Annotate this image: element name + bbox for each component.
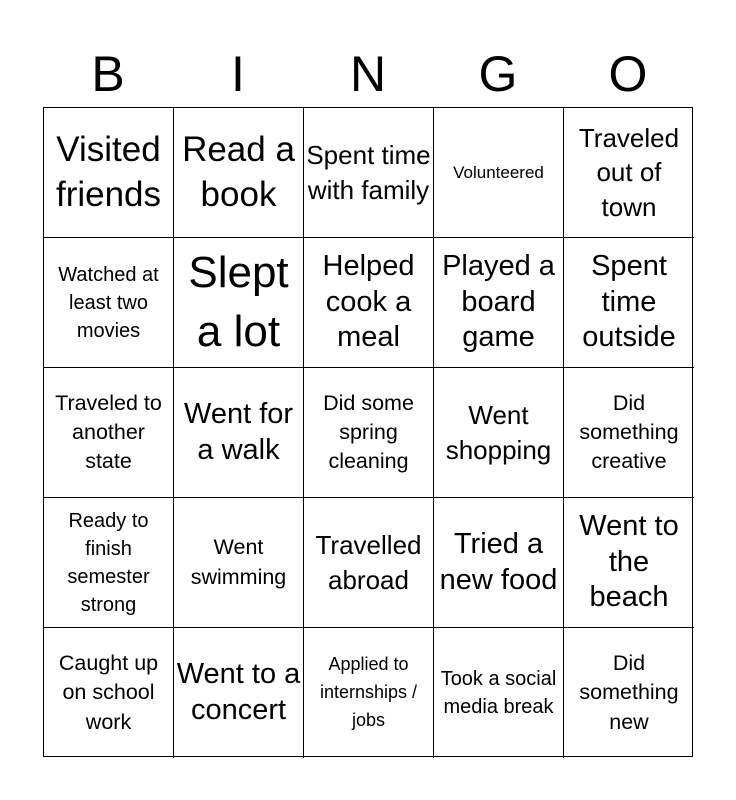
cell-text: Did something creative: [579, 390, 679, 474]
bingo-cell[interactable]: [434, 238, 564, 368]
cell-text: Tried a new food: [439, 527, 558, 596]
bingo-cell[interactable]: [174, 238, 304, 368]
bingo-cell[interactable]: [434, 498, 564, 628]
bingo-header: [43, 40, 693, 108]
bingo-cell[interactable]: [564, 498, 694, 628]
bingo-grid: [43, 107, 693, 757]
bingo-cell[interactable]: [304, 238, 434, 368]
cell-text: Went swimming: [190, 535, 287, 589]
cell-text: Volunteered: [453, 162, 544, 182]
cell-text: Played a board game: [442, 250, 555, 354]
cell-text: Ready to finish semester strong: [67, 509, 150, 616]
bingo-cell[interactable]: [434, 628, 564, 758]
bingo-cell[interactable]: [44, 238, 174, 368]
bingo-cell[interactable]: [564, 108, 694, 238]
cell-text: Traveled out of town: [578, 122, 680, 222]
cell-text: Visited friends: [55, 130, 162, 214]
cell-text: Traveled to another state: [55, 390, 162, 474]
header-letter-g: G: [478, 46, 518, 102]
cell-text: Spent time outside: [582, 250, 676, 354]
bingo-cell[interactable]: [564, 628, 694, 758]
header-letter-o: O: [608, 46, 648, 102]
cell-text: Helped cook a meal: [322, 250, 415, 354]
cell-text: Applied to internships / jobs: [319, 654, 418, 730]
bingo-cell[interactable]: [174, 368, 304, 498]
bingo-cell[interactable]: [434, 108, 564, 238]
cell-text: Went shopping: [445, 399, 552, 465]
bingo-cell[interactable]: [174, 108, 304, 238]
bingo-cell[interactable]: [304, 628, 434, 758]
bingo-cell[interactable]: [44, 108, 174, 238]
cell-text: Went to a concert: [176, 658, 301, 726]
bingo-cell[interactable]: [304, 498, 434, 628]
cell-text: Spent time with family: [306, 139, 431, 205]
bingo-cell[interactable]: [564, 368, 694, 498]
bingo-cell[interactable]: [44, 628, 174, 758]
cell-text: Read a book: [182, 130, 295, 214]
header-letter-n: N: [349, 46, 387, 102]
bingo-cell[interactable]: [44, 368, 174, 498]
bingo-cell[interactable]: [564, 238, 694, 368]
cell-text: Caught up on school work: [58, 651, 159, 734]
cell-text: Took a social media break: [440, 668, 557, 718]
cell-text: Went to the beach: [579, 510, 679, 614]
header-letter-i: I: [231, 46, 245, 102]
cell-text: Did some spring cleaning: [323, 390, 414, 474]
cell-text: Slept a lot: [188, 247, 289, 356]
bingo-cell[interactable]: [44, 498, 174, 628]
bingo-cell[interactable]: [174, 628, 304, 758]
cell-text: Watched at least two movies: [58, 263, 159, 342]
cell-text: Travelled abroad: [315, 529, 422, 595]
bingo-cell[interactable]: [304, 108, 434, 238]
cell-text: Did something new: [579, 651, 679, 734]
cell-text: Went for a walk: [183, 397, 294, 466]
bingo-cell[interactable]: [434, 368, 564, 498]
header-letter-b: B: [91, 46, 125, 102]
bingo-cell[interactable]: [174, 498, 304, 628]
bingo-cell[interactable]: [304, 368, 434, 498]
